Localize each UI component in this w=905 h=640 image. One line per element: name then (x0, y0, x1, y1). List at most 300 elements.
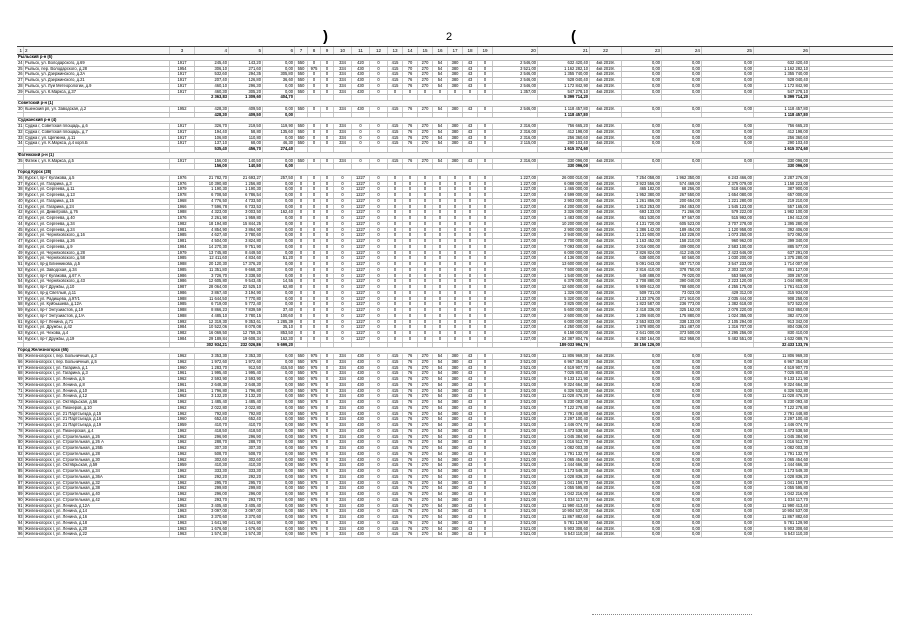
table-cell: 270 (418, 61, 433, 66)
table-cell: 0 (321, 440, 334, 445)
table-cell: 0,00 (622, 463, 662, 468)
table-cell: 975 (308, 475, 321, 480)
table-cell: 1 283,70 (195, 366, 229, 371)
table-cell: 334 (334, 78, 352, 83)
table-cell: 334 (334, 429, 352, 434)
table-cell: 0,00 (622, 440, 662, 445)
table-cell: Курск г, ул. Черняховского, д.58 (24, 256, 170, 261)
table-cell: 2 826 824,00 (622, 251, 662, 256)
table-cell: 0,00 (622, 492, 662, 497)
table-cell: 2 035 444,00 (702, 297, 754, 302)
table-cell: 975 (308, 394, 321, 399)
table-cell: 0,00 (702, 498, 754, 503)
table-cell: 270 (418, 527, 433, 532)
table-cell: 0 (448, 239, 463, 244)
table-cell: 0,00 (702, 417, 754, 422)
table-cell: 334 (334, 463, 352, 468)
table-cell: 0 (370, 308, 388, 313)
table-cell: 0 (370, 159, 388, 164)
table-cell: 0 (448, 268, 463, 273)
table-cell: 0 (370, 532, 388, 537)
table-cell: 0 (370, 412, 388, 417)
table-cell: 430 (352, 354, 370, 359)
table-cell: 1 030 200,00 (702, 256, 754, 261)
table-cell: 17 376,20 (229, 262, 263, 267)
table-cell: 0 (388, 320, 403, 325)
table-cell: 0 (418, 199, 433, 204)
table-cell: 54 (433, 515, 448, 520)
table-cell: 10 904 537,00 (538, 509, 590, 514)
table-cell: 652,40 (229, 417, 263, 422)
table-cell: 0 (463, 325, 478, 330)
table-cell: Железногорск г, ул. Строительная, д.32 (24, 481, 170, 486)
table-cell: 3 521,00 (493, 377, 538, 382)
table-cell: 43 (463, 527, 478, 532)
table-cell: 334 (334, 141, 352, 146)
table-cell: 0 (370, 205, 388, 210)
table-cell: 4кв 2019г. (590, 124, 622, 129)
table-cell: 0,00 (263, 90, 295, 95)
table-cell: 0,00 (263, 159, 295, 164)
table-cell: 4кв 2019г. (590, 492, 622, 497)
table-cell: 305,20 (229, 90, 263, 95)
table-cell: 0 (334, 314, 352, 319)
table-cell: 0,00 (702, 475, 754, 480)
table-cell: Курск г, ул. Сергеева, д.11 (24, 187, 170, 192)
table-cell: 1 045 384,90 (754, 435, 810, 440)
table-cell: 550 (295, 389, 308, 394)
table-cell: 1992 (170, 320, 195, 325)
table-cell: 0 (418, 216, 433, 221)
table-cell: 4 255 175,00 (702, 285, 754, 290)
table-cell (321, 95, 334, 100)
table-cell (493, 113, 538, 118)
table-cell: 0 (433, 302, 448, 307)
table-cell: 410,70 (195, 423, 229, 428)
table-cell: 0 (370, 331, 388, 336)
table-cell: 0,00 (622, 354, 662, 359)
table-cell: 0,00 (263, 429, 295, 434)
table-cell (433, 113, 448, 118)
table-cell: 0 (418, 228, 433, 233)
table-cell: 0,00 (622, 504, 662, 509)
table-cell: 1227 (352, 199, 370, 204)
table-cell: 0 (370, 136, 388, 141)
table-cell: 0 (418, 274, 433, 279)
table-cell: 54 (433, 360, 448, 365)
table-cell: 0,00 (662, 141, 702, 146)
table-cell (433, 147, 448, 152)
table-cell: 1 227,00 (493, 176, 538, 181)
table-cell: 975 (308, 458, 321, 463)
table-cell: 7 596,78 (195, 205, 229, 210)
table-cell: 380 (448, 136, 463, 141)
table-cell: 0,00 (622, 67, 662, 72)
table-cell: 0 (308, 193, 321, 198)
table-cell: 0 (321, 268, 334, 273)
table-cell: 270 (418, 452, 433, 457)
table-cell: 21 782,70 (195, 176, 229, 181)
table-cell: 1962 (170, 440, 195, 445)
table-cell: Железногорск г, ул. Ленина, д.20 (24, 527, 170, 532)
table-cell: 54 (433, 440, 448, 445)
table-cell: 1962 (170, 498, 195, 503)
table-cell: 415 (388, 61, 403, 66)
table-cell: 0 (403, 268, 418, 273)
table-cell: 0 (463, 262, 478, 267)
table-cell: 43 (463, 446, 478, 451)
table-cell: 330 096,00 (538, 164, 590, 169)
table-cell: 0,00 (622, 406, 662, 411)
table-cell: 76 (403, 412, 418, 417)
table-cell: 508,70 (229, 452, 263, 457)
table-cell: 0 (463, 199, 478, 204)
table-cell: 0 (370, 251, 388, 256)
table-cell: 557 165,00 (754, 205, 810, 210)
table-cell: 0 (295, 222, 308, 227)
table-cell: 0 (478, 527, 493, 532)
table-cell: 1 375 280,00 (754, 256, 810, 261)
table-cell: 43 (463, 371, 478, 376)
table-cell: 3 521,00 (493, 412, 538, 417)
table-cell: 43 (463, 463, 478, 468)
table-cell: 0 (352, 124, 370, 129)
table-cell: 843 850,00 (754, 308, 810, 313)
table-cell: 43 (463, 383, 478, 388)
table-cell: 2 423 646,00 (702, 251, 754, 256)
table-cell: 3 521,00 (493, 354, 538, 359)
table-cell: 0 (308, 245, 321, 250)
table-cell: 415 (388, 463, 403, 468)
table-cell: 1 065 454,60 (538, 458, 590, 463)
table-cell: 0 (403, 297, 418, 302)
table-cell: 632 420,40 (538, 61, 590, 66)
table-cell: 1227 (352, 314, 370, 319)
table-cell: 1985 (170, 268, 195, 273)
table-cell: 415 (388, 389, 403, 394)
table-cell: 0 (403, 302, 418, 307)
table-cell: 430 (352, 498, 370, 503)
table-cell: 4кв 2019г. (590, 78, 622, 83)
table-cell: 415 (388, 124, 403, 129)
table-cell: 0 (308, 314, 321, 319)
table-cell: 550 (295, 394, 308, 399)
table-cell: 0,00 (263, 412, 295, 417)
table-cell: 0 (295, 268, 308, 273)
table-cell: 0 (370, 366, 388, 371)
table-cell: 76 (18, 417, 23, 422)
table-cell: 4кв 2019г. (590, 239, 622, 244)
table-cell: 0 (370, 84, 388, 89)
table-cell: 3 521,00 (493, 406, 538, 411)
table-cell: 334 (334, 423, 352, 428)
table-cell: 0 (478, 458, 493, 463)
table-cell: 0 (308, 274, 321, 279)
table-cell: 3 867,40 (195, 291, 229, 296)
table-cell: 0 (370, 245, 388, 250)
table-cell: 0 (418, 331, 433, 336)
table-cell: 28 (18, 83, 23, 88)
table-cell: 0 (334, 245, 352, 250)
table-cell: 0 (321, 435, 334, 440)
table-cell: 9 668,30 (229, 268, 263, 273)
table-cell: 3 825 000,00 (538, 302, 590, 307)
table-cell: 0,00 (622, 532, 662, 537)
table-cell: 0,00 (622, 366, 662, 371)
table-cell: 3 521,00 (493, 440, 538, 445)
table-cell: 0 (448, 233, 463, 238)
table-cell: 0 (478, 325, 493, 330)
table-cell: 1962 (170, 412, 195, 417)
table-cell: 270 (418, 383, 433, 388)
table-cell: 410,30 (229, 463, 263, 468)
table-cell: 0 (403, 256, 418, 261)
table-cell: 2 648,30 (229, 383, 263, 388)
table-cell: Железногорск г, ул. Ленина, д.22 (24, 532, 170, 537)
table-cell: 0 (478, 72, 493, 77)
table-cell: 4 776,50 (195, 199, 229, 204)
table-cell: 54 (433, 84, 448, 89)
table-cell: 430 (352, 360, 370, 365)
table-cell: 334 (334, 400, 352, 405)
table-cell: 3 521,00 (493, 389, 538, 394)
table-cell: 0 (433, 193, 448, 198)
table-cell: 54 (433, 458, 448, 463)
table-cell: 0,00 (622, 475, 662, 480)
table-cell (352, 95, 370, 100)
table-cell: 0 (321, 251, 334, 256)
table-cell: 0,00 (622, 509, 662, 514)
table-cell: 0 (463, 302, 478, 307)
table-cell: 35,10 (263, 325, 295, 330)
table-cell: 14,55 (263, 279, 295, 284)
table-cell: 0 (295, 239, 308, 244)
table-cell: 28 064,00 (195, 285, 229, 290)
table-cell (170, 147, 195, 152)
table-cell: 54 (433, 159, 448, 164)
table-cell: 0 (478, 475, 493, 480)
table-cell: 296,00 (195, 492, 229, 497)
table-cell: 0 (370, 78, 388, 83)
table-cell: 415 (388, 452, 403, 457)
table-cell: 1962 (170, 446, 195, 451)
table-cell: Курск г, ул. Черняховского, д.16 (24, 233, 170, 238)
table-cell: 550 (295, 136, 308, 141)
table-cell: 0 (308, 268, 321, 273)
table-cell: 70 (18, 382, 23, 387)
table-cell: 0,00 (702, 532, 754, 537)
table-cell: 1 615 374,60 (754, 147, 810, 152)
table-cell: 0 (370, 515, 388, 520)
table-cell: 0,00 (263, 371, 295, 376)
table-cell: 0 (295, 337, 308, 342)
table-cell: 0,00 (622, 412, 662, 417)
table-cell: 0 (448, 262, 463, 267)
table-cell: 4 200 000,00 (538, 205, 590, 210)
table-cell: 0,00 (622, 446, 662, 451)
table-cell: Курск г, пр-т Энтузиастов, д.19 (24, 308, 170, 313)
table-cell: 334 (334, 354, 352, 359)
table-cell: 0 (403, 285, 418, 290)
table-cell: 1982 (170, 331, 195, 336)
table-cell: 43 (463, 412, 478, 417)
table-cell: 430 (352, 509, 370, 514)
table-cell: 0 (433, 216, 448, 221)
table-cell: 0 (321, 417, 334, 422)
table-cell: 0 (433, 308, 448, 313)
table-cell: 26 000 010,00 (538, 176, 590, 181)
table-cell: 43 (463, 107, 478, 112)
table-cell: Курск г, ул. Сергеева, д.9 (24, 245, 170, 250)
table-cell: 156,00 (195, 159, 229, 164)
table-cell: 0 (370, 492, 388, 497)
table-cell: 380 (448, 354, 463, 359)
table-cell: 0 (321, 222, 334, 227)
table-cell: 0,00 (263, 475, 295, 480)
table-cell: 0,00 (263, 458, 295, 463)
table-cell: 4кв 2019г. (590, 527, 622, 532)
table-cell: 1 227,00 (493, 291, 538, 296)
table-cell: 3 864,90 (229, 228, 263, 233)
table-cell: 4кв 2019г. (590, 458, 622, 463)
table-cell: 0 (433, 228, 448, 233)
table-cell: 0 (388, 308, 403, 313)
table-cell: 0 (418, 182, 433, 187)
table-cell: 270 (418, 521, 433, 526)
table-cell: 334 (334, 394, 352, 399)
table-cell: 4кв 2019г. (590, 61, 622, 66)
table-cell: 1 024 355,00 (702, 314, 754, 319)
table-cell: 460,30 (195, 90, 229, 95)
table-cell: 0 (321, 274, 334, 279)
table-cell: 9 324 664,30 (754, 383, 810, 388)
table-cell: 0,00 (702, 72, 754, 77)
table-cell: 418,50 (195, 429, 229, 434)
table-cell: Рыльск, ул. Володарского, д.69 (24, 61, 170, 66)
table-cell: 330 096,00 (754, 159, 810, 164)
table-cell: 415 (388, 509, 403, 514)
table-cell: 4 599 000,00 (538, 193, 590, 198)
table-cell: 1 227,00 (493, 251, 538, 256)
table-cell: 12 605,80 (195, 279, 229, 284)
table-cell: 299,80 (229, 486, 263, 491)
table-cell: 550 (295, 354, 308, 359)
table-cell: 38 156 126,00 (622, 343, 662, 348)
table-cell: 270 (418, 435, 433, 440)
table-cell: 430 (352, 475, 370, 480)
table-cell: 0 (321, 429, 334, 434)
table-cell: 0 (478, 331, 493, 336)
table-cell: 334 (334, 360, 352, 365)
table-cell: 76 (403, 377, 418, 382)
table-cell: 4 131 720,00 (622, 222, 662, 227)
table-cell: 70 (403, 67, 418, 72)
table-cell: 574 469,00 (662, 182, 702, 187)
table-cell: 415 (388, 492, 403, 497)
table-cell: 3 097,00 (195, 509, 229, 514)
table-cell: 1 355 740,00 (538, 72, 590, 77)
table-cell: 0 (370, 354, 388, 359)
table-cell: 36 (18, 175, 23, 180)
table-cell: 1 073 250,00 (702, 233, 754, 238)
table-cell: 0 (370, 446, 388, 451)
table-cell: 0 (388, 182, 403, 187)
table-cell: 76 (403, 78, 418, 83)
table-cell: Курск г, ул. Заводская, д.34 (24, 268, 170, 273)
table-cell (463, 95, 478, 100)
table-cell: 975 (308, 406, 321, 411)
table-cell: 1962 (170, 486, 195, 491)
table-cell: 1981 (170, 239, 195, 244)
table-cell: 135,60 (263, 130, 295, 135)
table-cell (403, 343, 418, 348)
table-cell: 43 (463, 124, 478, 129)
table-cell: 0 (403, 210, 418, 215)
table-cell: 1227 (352, 210, 370, 215)
table-cell: 110,80 (229, 136, 263, 141)
table-cell (702, 95, 754, 100)
table-cell: 380 (448, 61, 463, 66)
table-cell: 1 227,00 (493, 331, 538, 336)
table-cell: 0 (478, 84, 493, 89)
table-cell: 11 990 413,40 (538, 504, 590, 509)
table-cell: 0 (308, 331, 321, 336)
table-cell: 430 (352, 406, 370, 411)
table-cell: 2 791 448,80 (538, 412, 590, 417)
table-cell: 0 (478, 308, 493, 313)
table-cell: 550 (295, 371, 308, 376)
table-cell: 54 (433, 354, 448, 359)
table-cell: 43 (463, 130, 478, 135)
table-cell: 12 411,60 (195, 256, 229, 261)
table-cell: 1 227,00 (493, 239, 538, 244)
table-cell (295, 113, 308, 118)
table-cell: 334 (334, 475, 352, 480)
table-cell: 0 (403, 233, 418, 238)
table-cell (448, 113, 463, 118)
table-cell: 54 (433, 400, 448, 405)
table-cell: 2 022,80 (229, 406, 263, 411)
table-cell: 5 903 308,60 (754, 527, 810, 532)
table-cell: 54 (433, 389, 448, 394)
table-cell: Железногорск г, ул. Ленина, д.12А (24, 504, 170, 509)
table-cell: 0,00 (622, 78, 662, 83)
table-cell: 0,00 (263, 389, 295, 394)
table-cell: 1 676,60 (229, 527, 263, 532)
table-cell: 1 473 538,50 (754, 429, 810, 434)
table-cell: 0,00 (702, 371, 754, 376)
table-cell (478, 343, 493, 348)
table-cell: 270 (418, 423, 433, 428)
table-cell: 550 (295, 452, 308, 457)
table-cell: 0 (308, 279, 321, 284)
table-cell: 76 (403, 389, 418, 394)
table-cell: 0 (463, 182, 478, 187)
table-cell: 1 227,00 (493, 262, 538, 267)
table-cell: 1 615 374,60 (538, 147, 590, 152)
table-cell: 8 449,50 (229, 251, 263, 256)
table-cell: 380 (448, 406, 463, 411)
table-cell: 4кв 2019г. (590, 377, 622, 382)
table-cell: 7 (295, 47, 308, 54)
table-cell: 0 (403, 274, 418, 279)
table-cell: 0 (388, 239, 403, 244)
table-cell: 550 (295, 509, 308, 514)
table-cell: 2 791 448,80 (754, 412, 810, 417)
table-cell: 380 (448, 383, 463, 388)
table-cell (352, 147, 370, 152)
table-cell: 0 (370, 141, 388, 146)
